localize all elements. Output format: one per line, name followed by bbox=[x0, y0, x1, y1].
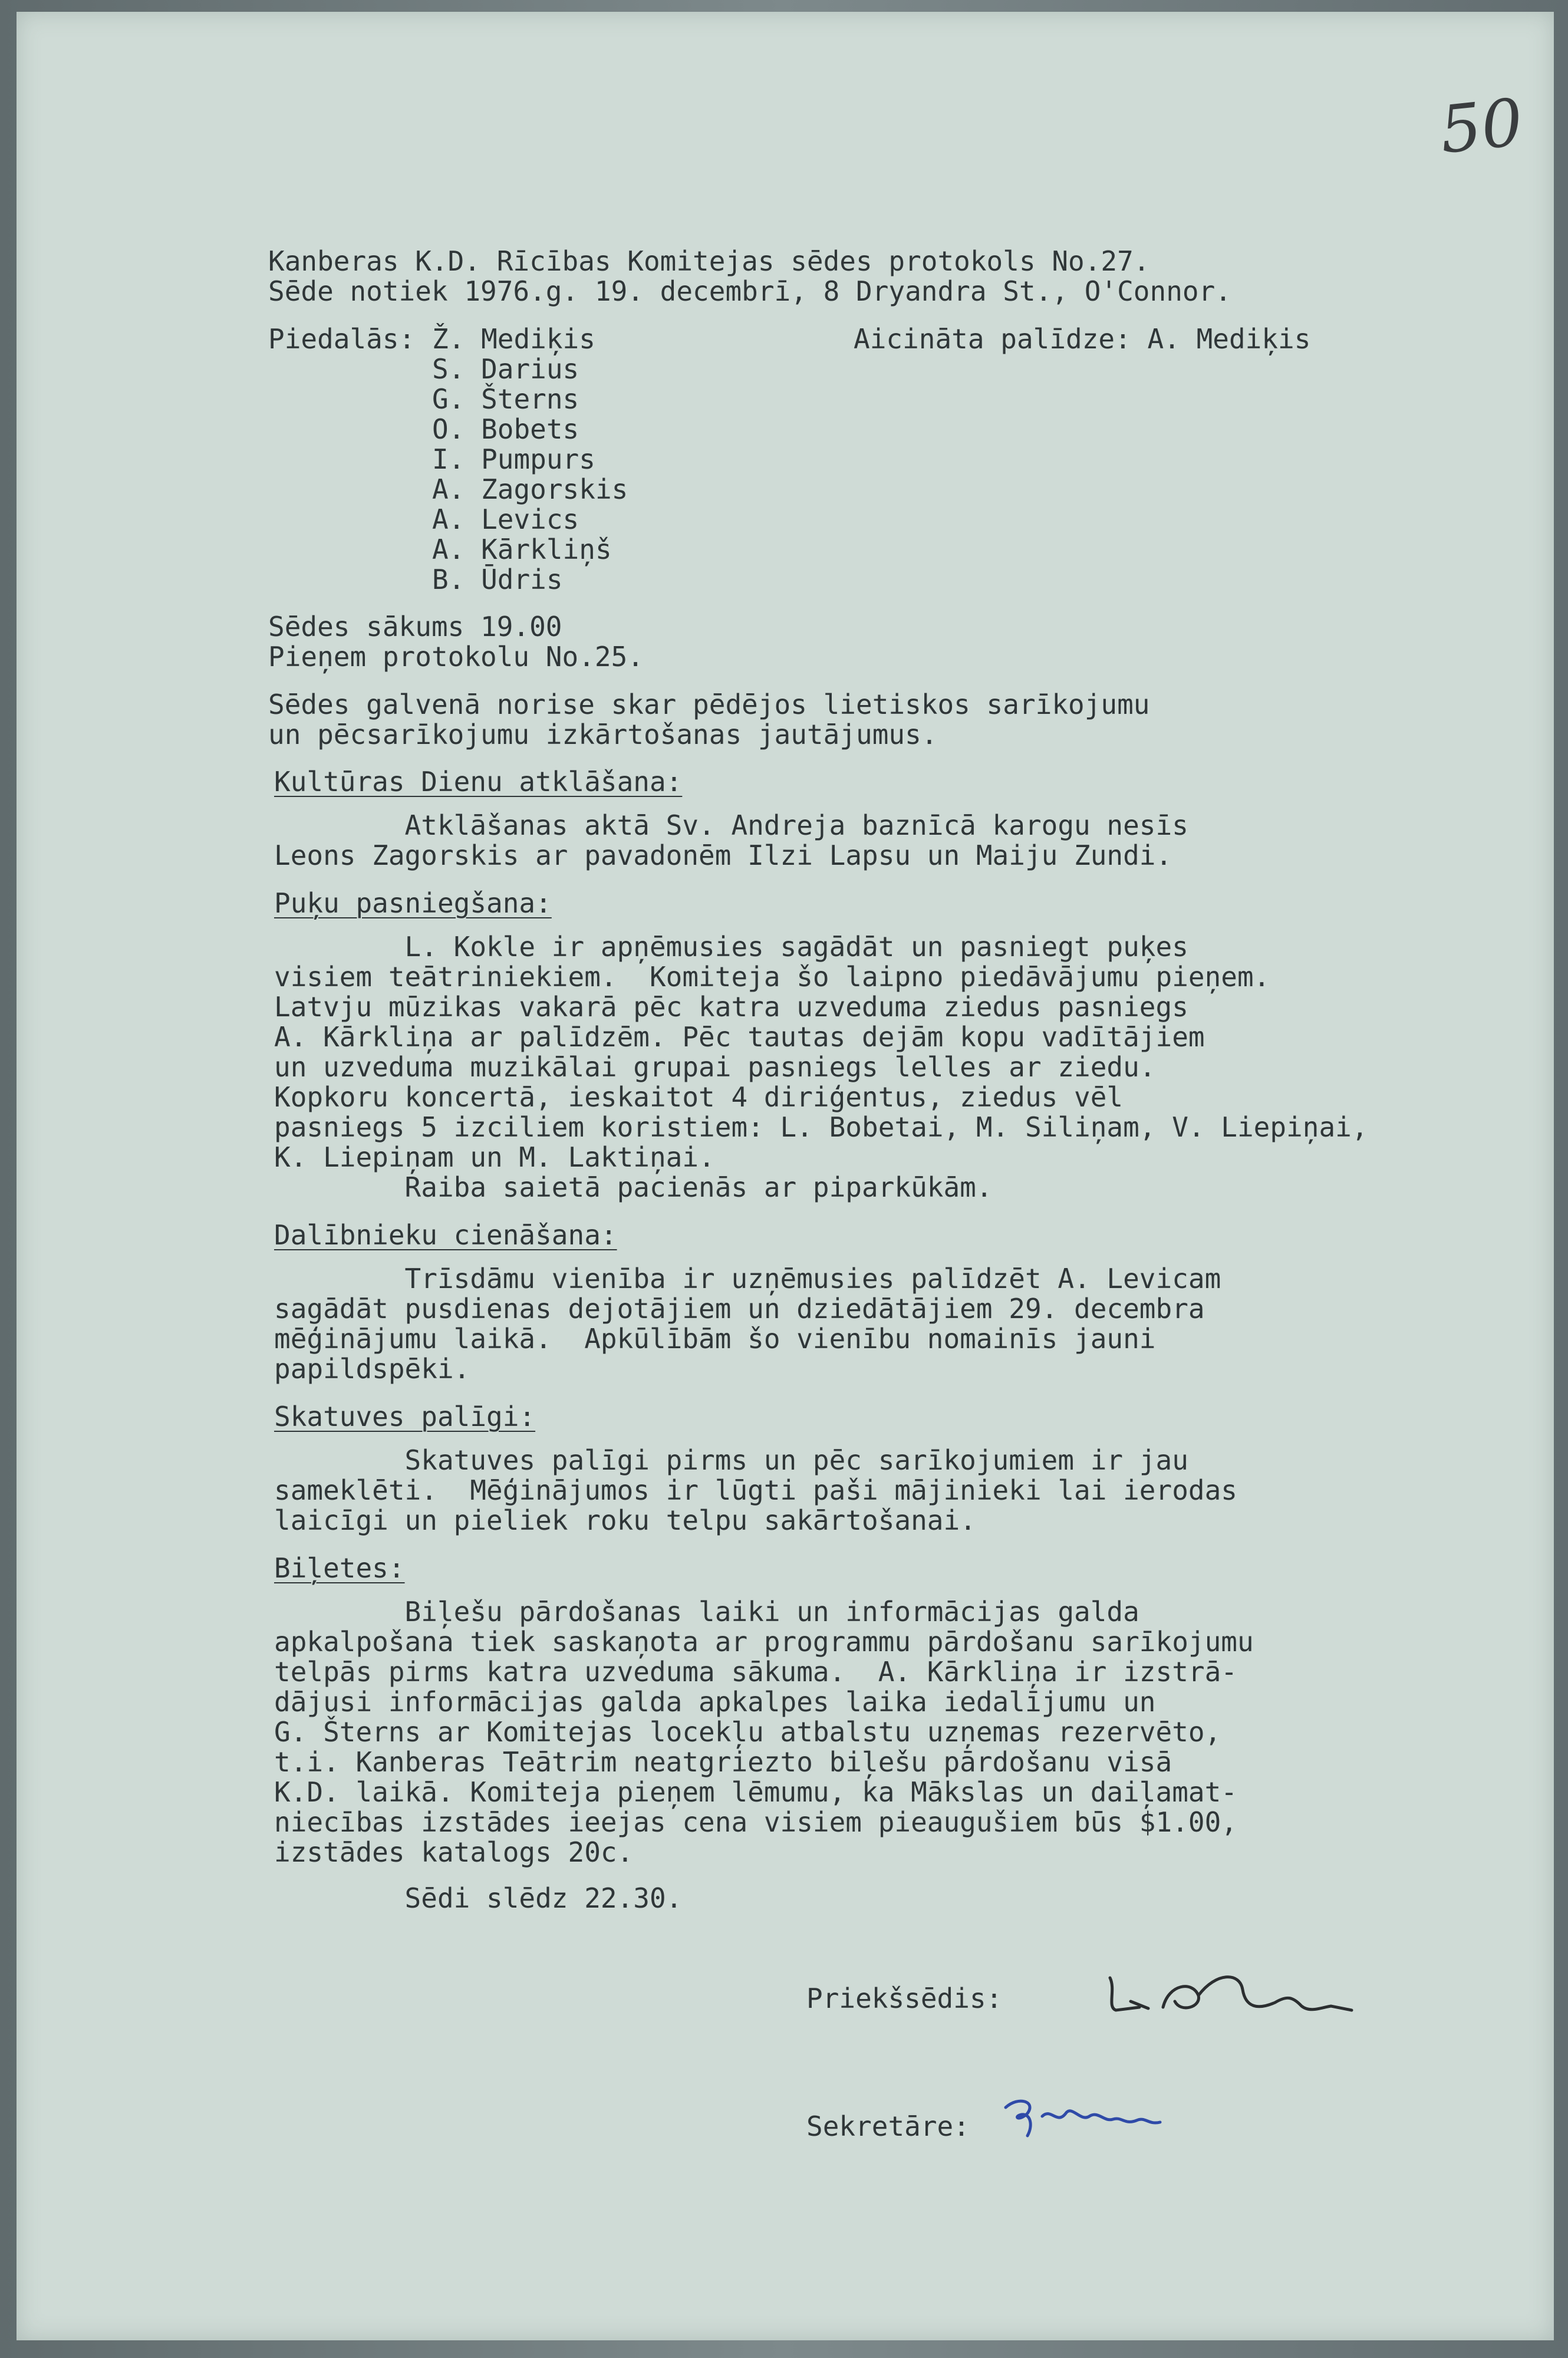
section-text: Atklāšanas aktā Sv. Andreja baznīcā karogu nesīs bbox=[274, 809, 1188, 841]
section-text: mēģinājumu laikā. Apkūlībām šo vienību nomainīs jauni bbox=[274, 1323, 1156, 1355]
attendee-name: B. Ūdris bbox=[432, 564, 563, 595]
section-text: pasniegs 5 izciliem koristiem: L. Bobetai, M. Siliņam, V. Liepiņai, bbox=[274, 1111, 1368, 1143]
document-page bbox=[17, 12, 1554, 2340]
secretary-signature-icon bbox=[1001, 2090, 1190, 2143]
section-text: A. Kārkliņa ar palīdzēm. Pēc tautas dejām kopu vadītājiem bbox=[274, 1021, 1205, 1053]
section-text: sameklēti. Mēģinājumos ir lūgti paši mājinieki lai ierodas bbox=[274, 1474, 1237, 1506]
attendee-name: S. Darius bbox=[432, 353, 579, 385]
section-text: Leons Zagorskis ar pavadonēm Ilzi Lapsu un Maiju Zundi. bbox=[274, 839, 1172, 871]
attendee-name: I. Pumpurs bbox=[432, 443, 595, 475]
intro-text: un pēcsarīkojumu izkārtošanas jautājumus. bbox=[268, 719, 938, 750]
intro-text: Sēdes galvenā norise skar pēdējos lietiskos sarīkojumu bbox=[268, 689, 1150, 720]
chair-label: Priekšsēdis: bbox=[806, 1982, 1003, 2014]
section-text: papildspēki. bbox=[274, 1353, 470, 1385]
section-text: Kopkoru koncertā, ieskaitot 4 diriģentus, ziedus vēl bbox=[274, 1081, 1124, 1113]
document-title: Kanberas K.D. Rīcības Komitejas sēdes protokols No.27. bbox=[268, 245, 1150, 277]
section-text: dājusi informācijas galda apkalpes laika iedalījumu un bbox=[274, 1686, 1156, 1718]
section-text: Biļešu pārdošanas laiki un informācijas galda bbox=[274, 1596, 1139, 1628]
section-heading: Dalībnieku cienāšana: bbox=[274, 1219, 617, 1251]
invited-assistant: Aicināta palīdze: A. Mediķis bbox=[854, 323, 1311, 355]
section-text: visiem teātriniekiem. Komiteja šo laipno piedāvājumu pieņem. bbox=[274, 961, 1270, 993]
section-text: sagādāt pusdienas dejotājiem un dziedātājiem 29. decembra bbox=[274, 1293, 1205, 1325]
section-text: laicīgi un pieliek roku telpu sakārtošanai. bbox=[274, 1504, 976, 1536]
meeting-details: Sēde notiek 1976.g. 19. decembrī, 8 Dryandra St., O'Connor. bbox=[268, 275, 1231, 307]
section-heading: Skatuves palīgi: bbox=[274, 1401, 536, 1432]
section-text: Latvju mūzikas vakarā pēc katra uzveduma ziedus pasniegs bbox=[274, 991, 1188, 1023]
meeting-close: Sēdi slēdz 22.30. bbox=[274, 1882, 683, 1914]
section-text: izstādes katalogs 20c. bbox=[274, 1836, 634, 1868]
attendee-name: A. Levics bbox=[432, 503, 579, 535]
attendee-name: O. Bobets bbox=[432, 413, 579, 445]
section-text: t.i. Kanberas Teātrim neatgriezto biļešu pārdošanu visā bbox=[274, 1746, 1172, 1778]
attendee-name: Ž. Mediķis bbox=[432, 323, 595, 355]
section-text: G. Šterns ar Komitejas locekļu atbalstu uzņemas rezervēto, bbox=[274, 1716, 1221, 1748]
chair-signature-icon bbox=[1098, 1960, 1393, 2025]
attendee-name: A. Zagorskis bbox=[432, 473, 628, 505]
attendees-label: Piedalās: bbox=[268, 323, 416, 355]
section-text: Raiba saietā pacienās ar piparkūkām. bbox=[274, 1171, 993, 1203]
section-heading: Kultūras Dienu atklāšana: bbox=[274, 766, 683, 798]
section-text: un uzveduma muzikālai grupai pasniegs lelles ar ziedu. bbox=[274, 1051, 1156, 1083]
meeting-start: Sēdes sākums 19.00 bbox=[268, 611, 562, 643]
section-heading: Biļetes: bbox=[274, 1552, 405, 1584]
section-text: Skatuves palīgi pirms un pēc sarīkojumiem ir jau bbox=[274, 1444, 1188, 1476]
section-text: niecības izstādes ieejas cena visiem pieaugušiem būs $1.00, bbox=[274, 1806, 1237, 1838]
section-text: K. Liepiņam un M. Laktiņai. bbox=[274, 1141, 715, 1173]
minutes-approval: Pieņem protokolu No.25. bbox=[268, 641, 644, 673]
section-text: L. Kokle ir apņēmusies sagādāt un pasniegt puķes bbox=[274, 931, 1188, 963]
section-text: Trīsdāmu vienība ir uzņēmusies palīdzēt A. Levicam bbox=[274, 1263, 1221, 1295]
section-text: K.D. laikā. Komiteja pieņem lēmumu, ka Mākslas un daiļamat- bbox=[274, 1776, 1237, 1808]
secretary-label: Sekretāre: bbox=[806, 2110, 970, 2142]
section-heading: Puķu pasniegšana: bbox=[274, 887, 552, 919]
section-text: apkalpošana tiek saskaņota ar programmu pārdošanu sarīkojumu bbox=[274, 1626, 1254, 1658]
attendee-name: G. Šterns bbox=[432, 383, 579, 415]
archive-number: 50 bbox=[1436, 84, 1527, 168]
section-text: telpās pirms katra uzveduma sākuma. A. Kārkliņa ir izstrā- bbox=[274, 1656, 1237, 1688]
attendee-name: A. Kārkliņš bbox=[432, 533, 612, 565]
